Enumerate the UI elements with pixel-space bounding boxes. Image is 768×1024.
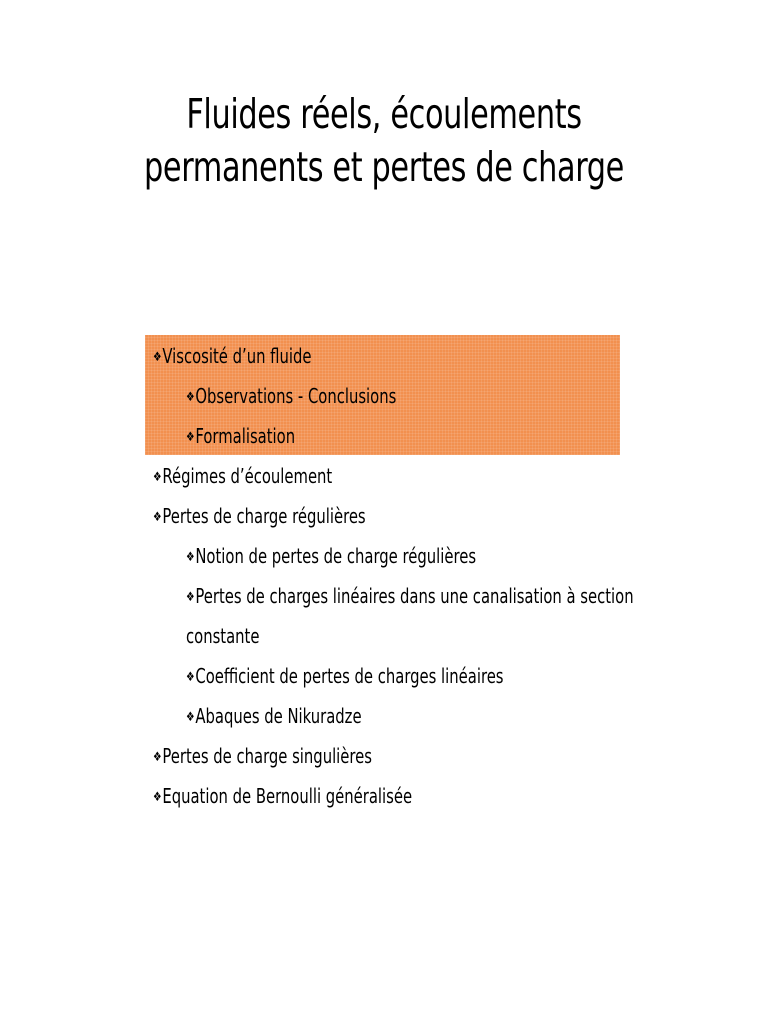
outline-item-text: Viscosité d’un fluide xyxy=(162,344,312,368)
outline-item-text: Régimes d’écoulement xyxy=(162,464,333,488)
outline-item xyxy=(186,536,476,576)
diamond-bullet-icon: ❖ xyxy=(186,590,195,605)
outline-item-text: constante xyxy=(186,624,260,648)
diamond-bullet-icon: ❖ xyxy=(153,510,162,525)
outline-item-text: Notion de pertes de charge régulières xyxy=(195,544,477,568)
diamond-bullet-icon: ❖ xyxy=(186,670,195,685)
diamond-bullet-icon: ❖ xyxy=(153,790,162,805)
outline-item-text: Formalisation xyxy=(195,424,296,448)
outline-item xyxy=(153,776,412,816)
outline-item-text: Pertes de charge régulières xyxy=(162,504,366,528)
outline-item-text: Pertes de charge singulières xyxy=(162,744,372,768)
outline-item-text: Abaques de Nikuradze xyxy=(195,704,362,728)
diamond-bullet-icon: ❖ xyxy=(186,710,195,725)
outline-item xyxy=(186,416,295,456)
outline-item-text: Coefficient de pertes de charges linéaires xyxy=(195,664,504,688)
diamond-bullet-icon: ❖ xyxy=(153,350,162,365)
outline-item-continuation xyxy=(186,616,259,656)
diamond-bullet-icon: ❖ xyxy=(186,390,195,405)
diamond-bullet-icon: ❖ xyxy=(186,430,195,445)
outline-item xyxy=(153,736,372,776)
outline-item-text: Pertes de charges linéaires dans une canalisation à section xyxy=(195,584,634,608)
outline-item xyxy=(186,656,504,696)
outline-item xyxy=(186,696,362,736)
diamond-bullet-icon: ❖ xyxy=(153,750,162,765)
diamond-bullet-icon: ❖ xyxy=(153,470,162,485)
slide-title-line-1: Fluides réels, écoulements xyxy=(186,90,582,138)
slide-title-line-2: permanents et pertes de charge xyxy=(144,143,624,191)
outline-item xyxy=(186,376,396,416)
outline-item xyxy=(153,336,311,376)
outline-item-text: Observations - Conclusions xyxy=(195,384,397,408)
outline-item xyxy=(153,496,366,536)
outline-item xyxy=(186,576,634,616)
outline-item xyxy=(153,456,332,496)
outline-item-text: Equation de Bernoulli généralisée xyxy=(162,784,413,808)
diamond-bullet-icon: ❖ xyxy=(186,550,195,565)
